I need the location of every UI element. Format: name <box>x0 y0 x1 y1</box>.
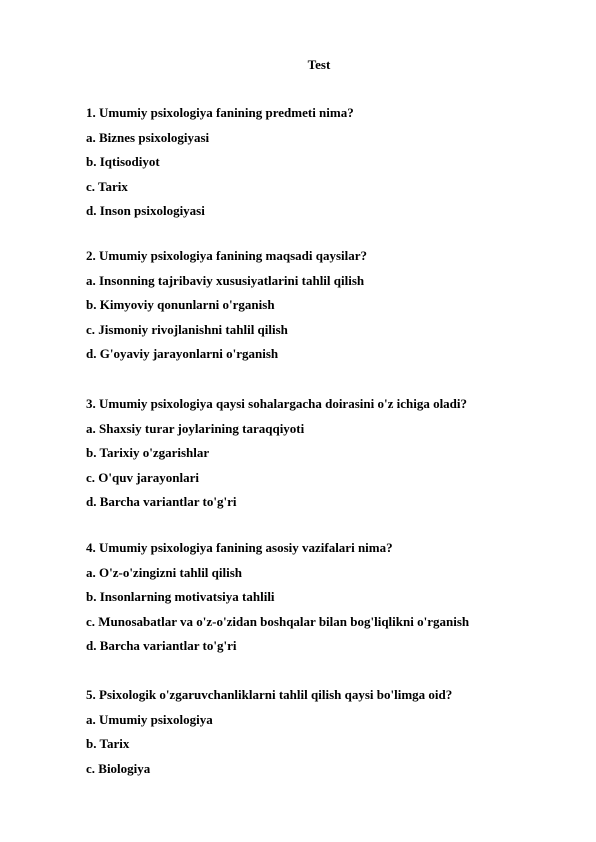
answer-option: b. Insonlarning motivatsiya tahlili <box>86 589 275 605</box>
answer-option: d. Inson psixologiyasi <box>86 203 205 219</box>
question-block <box>86 101 566 224</box>
answer-option: c. Tarix <box>86 178 128 194</box>
question-block <box>86 244 566 367</box>
answer-option: c. O'quv jarayonlari <box>86 469 200 485</box>
answer-option: b. Iqtisodiyot <box>86 154 160 170</box>
question-text: 2. Umumiy psixologiya fanining maqsadi qaysilar? <box>86 248 367 263</box>
answer-option: a. O'z-o'zingizni tahlil qilish <box>86 564 243 580</box>
question-text: 5. Psixologik o'zgaruvchanliklarni tahlil qilish qaysi bo'limga oid? <box>86 687 453 702</box>
question-text: 4. Umumiy psixologiya fanining asosiy vazifalari nima? <box>86 540 393 555</box>
answer-option: a. Shaxsiy turar joylarining taraqqiyoti <box>86 420 305 436</box>
question-block <box>86 392 566 515</box>
answer-option: c. Jismoniy rivojlanishni tahlil qilish <box>86 321 288 337</box>
answer-option: d. Barcha variantlar to'g'ri <box>86 638 237 654</box>
question-block <box>86 683 566 781</box>
answer-option: c. Munosabatlar va o'z-o'zidan boshqalar bilan bog'liqlikni o'rganish <box>86 613 470 629</box>
page-title: Test <box>307 57 331 72</box>
answer-option: c. Biologiya <box>86 760 151 776</box>
answer-option: d. Barcha variantlar to'g'ri <box>86 494 237 510</box>
question-block <box>86 536 566 659</box>
answer-option: d. G'oyaviy jarayonlarni o'rganish <box>86 346 279 362</box>
question-text: 3. Umumiy psixologiya qaysi sohalargacha doirasini o'z ichiga oladi? <box>86 396 468 411</box>
answer-option: a. Umumiy psixologiya <box>86 711 213 727</box>
answer-option: a. Biznes psixologiyasi <box>86 129 210 145</box>
answer-option: a. Insonning tajribaviy xususiyatlarini tahlil qilish <box>86 272 365 288</box>
answer-option: b. Kimyoviy qonunlarni o'rganish <box>86 297 275 313</box>
answer-option: b. Tarixiy o'zgarishlar <box>86 445 210 461</box>
question-text: 1. Umumiy psixologiya fanining predmeti nima? <box>86 105 354 120</box>
answer-option: b. Tarix <box>86 736 130 752</box>
